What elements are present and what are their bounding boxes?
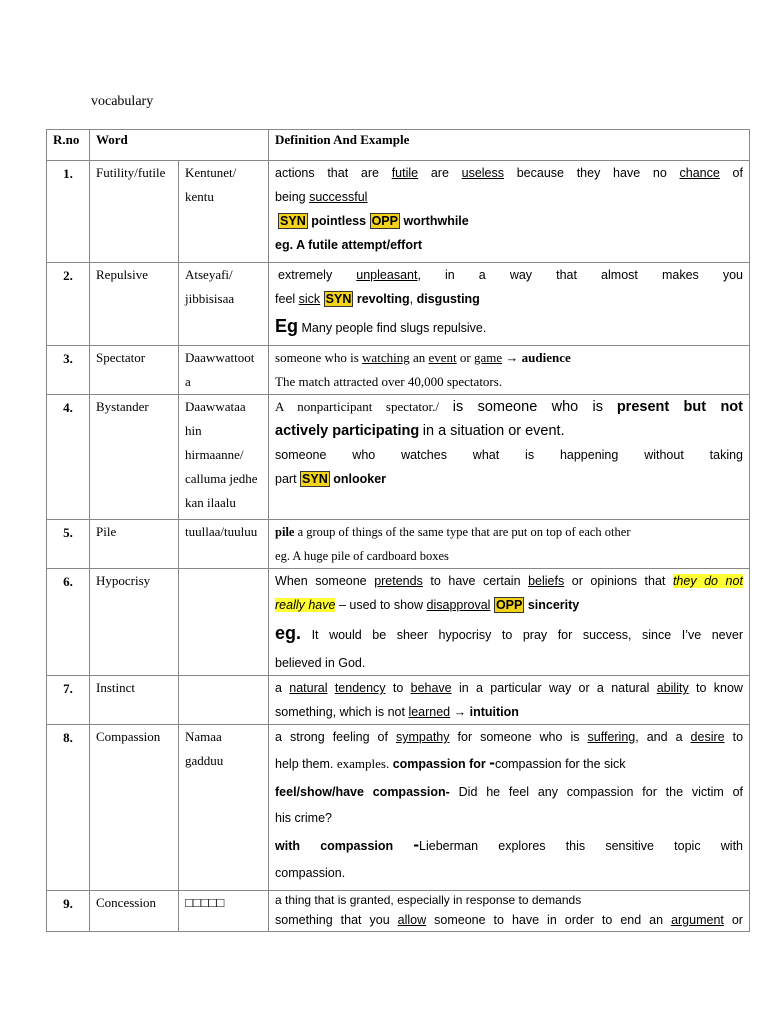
definition-line: help them. examples. compassion for -compassion for the sick — [275, 753, 626, 772]
row-word: Repulsive — [90, 263, 179, 346]
row-number: 4. — [47, 395, 90, 520]
example-line: Eg Many people find slugs repulsive. — [275, 316, 487, 336]
row-definition — [269, 395, 750, 520]
definition-line: pile a group of things of the same type that are put on top of each other — [275, 525, 631, 539]
example-line: eg. It would be sheer hypocrisy to pray for success, since I’ve never — [275, 623, 743, 643]
example-line: eg. A huge pile of cardboard boxes — [275, 549, 449, 563]
row-word: Concession — [90, 891, 179, 932]
vocabulary-table — [46, 129, 750, 932]
document-title: vocabulary — [91, 94, 154, 109]
row-word: Pile — [90, 520, 179, 569]
definition-line: a strong feeling of sympathy for someone who is suffering, and a desire to — [275, 730, 744, 744]
row-definition — [269, 346, 750, 395]
row-translation — [179, 676, 269, 725]
definition-line: a thing that is granted, especially in response to demands — [275, 893, 582, 907]
table-row — [47, 569, 750, 676]
row-definition — [269, 725, 750, 891]
example-line: The match attracted over 40,000 spectators. — [275, 374, 503, 389]
row-translation: Daawwataa hin hirmaanne/ calluma jedhe kan ilaalu — [179, 395, 269, 520]
row-translation: Atseyafi/ jibbisisaa — [179, 263, 269, 346]
table-row — [47, 891, 750, 932]
table-row — [47, 676, 750, 725]
arrow-icon: → — [453, 705, 467, 719]
definition-line: extremely unpleasant, in a way that almost makes you — [278, 268, 743, 282]
row-number: 6. — [47, 569, 90, 676]
table-row — [47, 263, 750, 346]
row-word: Futility/futile — [90, 161, 179, 263]
arrow-icon: → — [505, 350, 519, 365]
definition-line: his crime? — [275, 811, 332, 825]
row-definition — [269, 676, 750, 725]
row-translation: Kentunet/ kentu — [179, 161, 269, 263]
definition-line: A nonparticipant spectator./ is someone who is present but not — [275, 399, 743, 415]
row-definition — [269, 263, 750, 346]
row-definition — [269, 569, 750, 676]
row-word: Compassion — [90, 725, 179, 891]
row-number: 9. — [47, 891, 90, 932]
row-definition — [269, 891, 750, 932]
definition-line: something, which is not learned → intuition — [275, 705, 519, 719]
row-number: 5. — [47, 520, 90, 569]
row-number: 2. — [47, 263, 90, 346]
table-row — [47, 161, 750, 263]
definition-line: actively participating in a situation or event. — [275, 423, 565, 439]
definition-line: believed in God. — [275, 656, 366, 670]
table-row — [47, 395, 750, 520]
table-row — [47, 346, 750, 395]
row-definition — [269, 161, 750, 263]
header-definition: Definition And Example — [269, 130, 750, 161]
table-row — [47, 725, 750, 891]
row-number: 8. — [47, 725, 90, 891]
definition-line: someone who is watching an event or game → audience — [275, 350, 571, 365]
row-number: 1. — [47, 161, 90, 263]
table-row — [47, 520, 750, 569]
table-header-row — [47, 130, 750, 161]
definition-line: really have – used to show disapproval OPP sincerity — [275, 598, 580, 612]
row-word: Hypocrisy — [90, 569, 179, 676]
definition-line: actions that are futile are useless because they have no chance of — [275, 166, 743, 180]
syn-badge: SYN — [280, 214, 306, 228]
opp-badge: OPP — [371, 214, 398, 228]
header-rno: R.no — [47, 130, 90, 161]
row-number: 3. — [47, 346, 90, 395]
row-translation: Daawwattoot a — [179, 346, 269, 395]
definition-line: compassion. — [275, 866, 346, 880]
row-word: Bystander — [90, 395, 179, 520]
definition-line: something that you allow someone to have in order to end an argument or — [275, 913, 743, 927]
row-translation: □□□□□ — [179, 891, 269, 932]
row-word: Spectator — [90, 346, 179, 395]
definition-line: part SYN onlooker — [275, 472, 387, 486]
example-line: with compassion -Lieberman explores this sensitive topic with — [275, 835, 744, 854]
definition-line: When someone pretends to have certain beliefs or opinions that they do not — [275, 574, 743, 588]
definition-line: feel sick SYN revolting, disgusting — [275, 292, 480, 306]
syn-badge: SYN — [325, 292, 352, 306]
example-line: feel/show/have compassion- Did he feel any compassion for the victim of — [275, 785, 744, 799]
row-translation — [179, 569, 269, 676]
definition-line: being successful — [275, 190, 368, 204]
opp-badge: OPP — [495, 598, 523, 612]
row-definition — [269, 520, 750, 569]
row-number: 7. — [47, 676, 90, 725]
definition-line: someone who watches what is happening without taking — [275, 448, 744, 462]
syn-badge: SYN — [302, 472, 328, 486]
row-word: Instinct — [90, 676, 179, 725]
header-word: Word — [90, 130, 269, 161]
syn-opp-line: SYN pointless OPP worthwhile — [280, 214, 469, 228]
row-translation: Namaa gadduu — [179, 725, 269, 891]
example-line: eg. A futile attempt/effort — [275, 238, 423, 252]
row-translation: tuullaa/tuuluu — [179, 520, 269, 569]
definition-line: a natural tendency to behave in a particular way or a natural ability to know — [275, 681, 743, 695]
